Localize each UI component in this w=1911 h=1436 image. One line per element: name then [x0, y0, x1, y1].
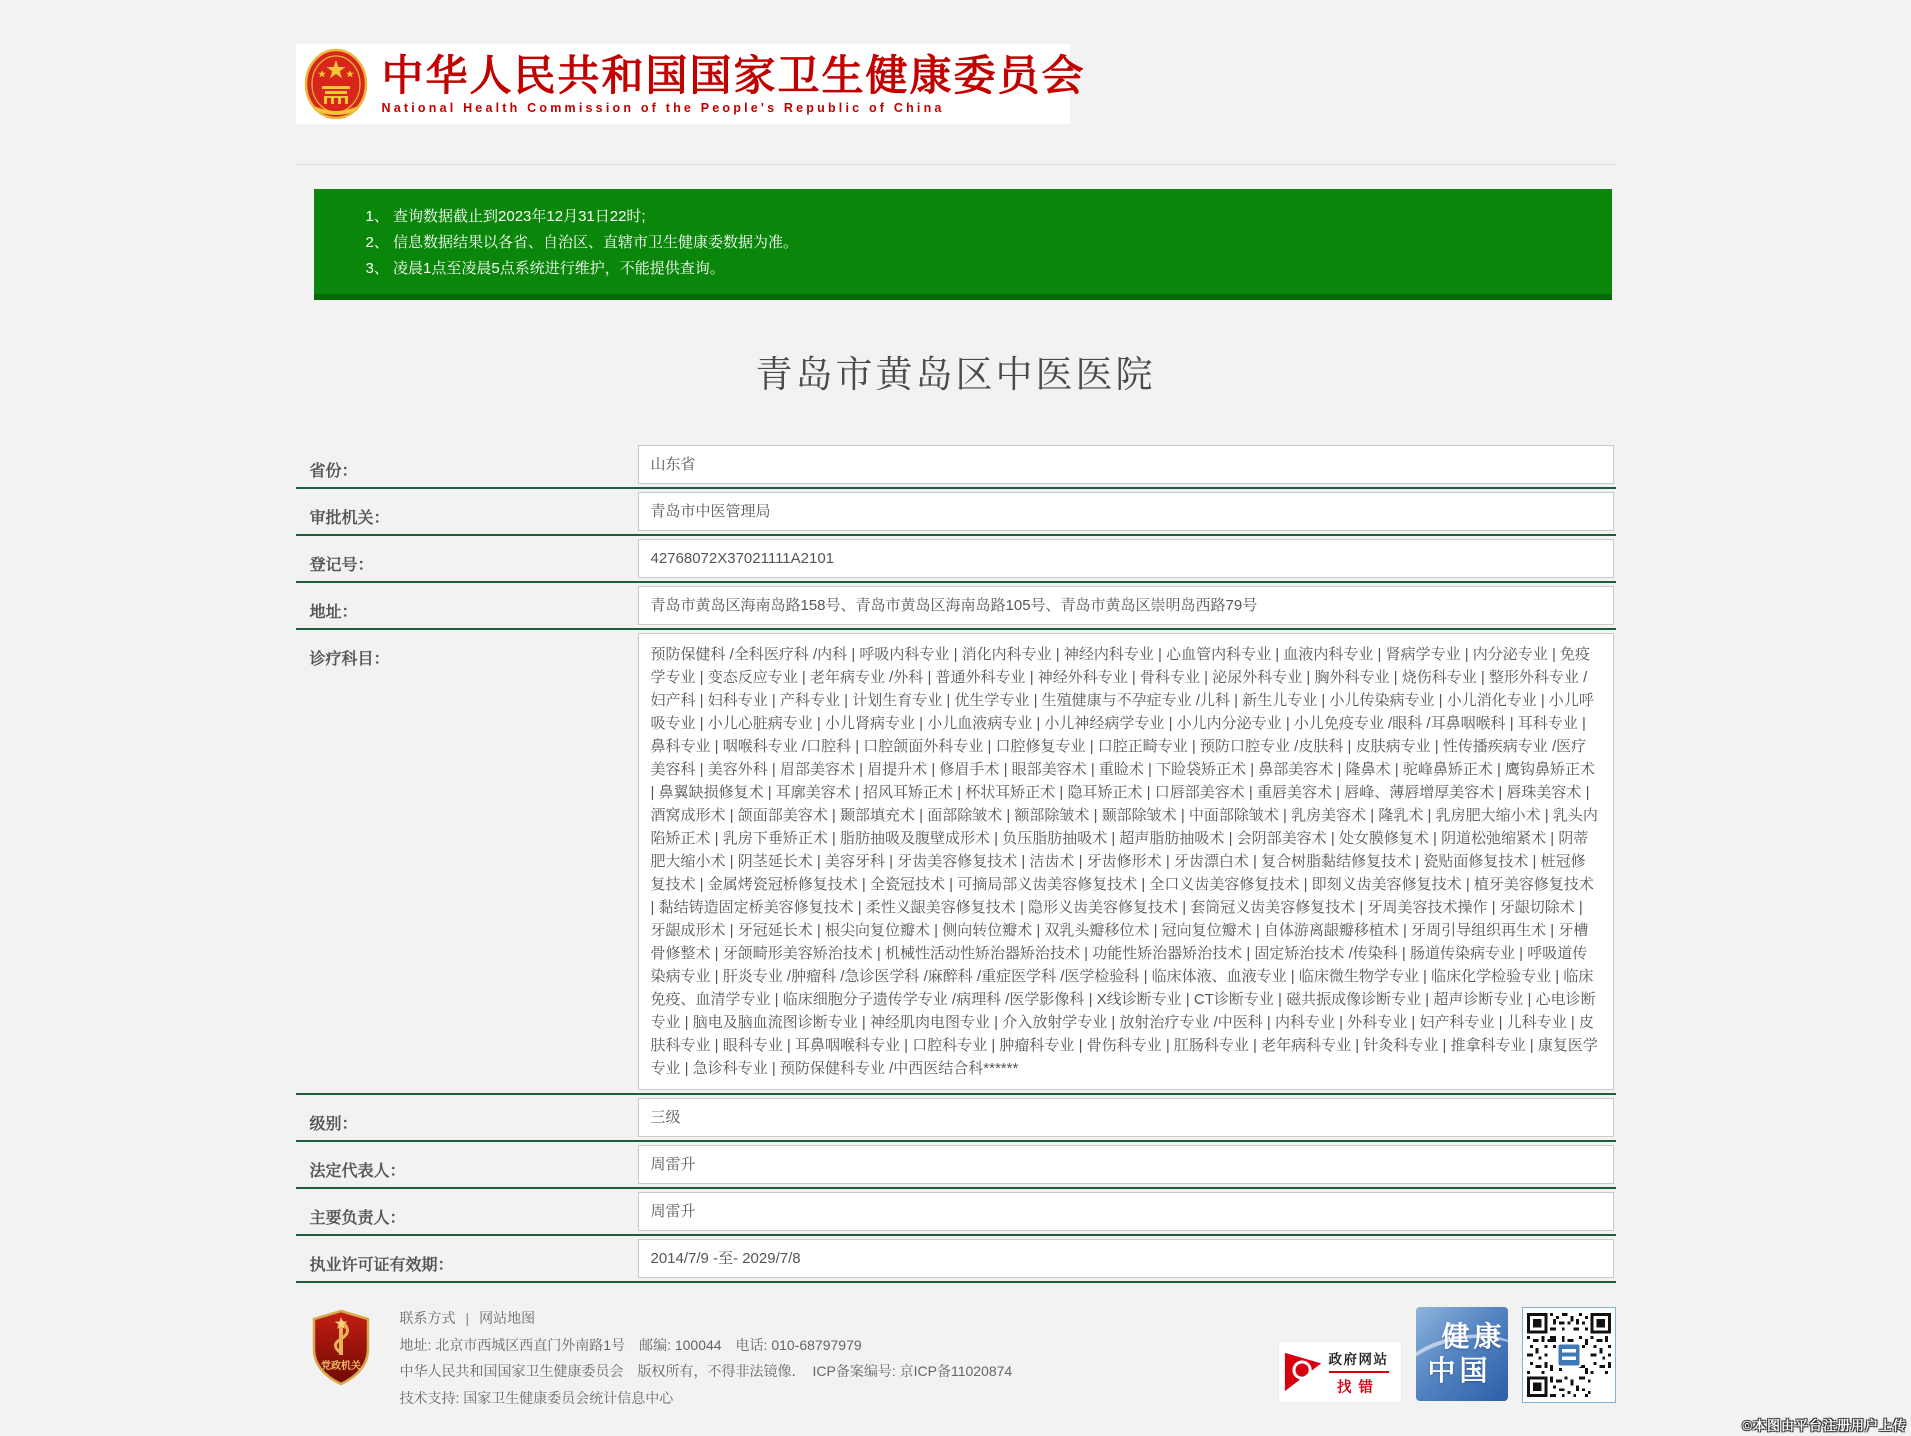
footer-copyright-line: 中华人民共和国国家卫生健康委员会 版权所有，不得非法镜像． ICP备案编号: 京ICP备11020874 [399, 1363, 1013, 1379]
footer-text-block [400, 1305, 1013, 1411]
hospital-info-table [296, 442, 1616, 1283]
table-row-level [296, 1095, 1616, 1142]
gov-error-badge-line1: 政府网站 [1329, 1348, 1389, 1373]
row-label: 诊疗科目： [309, 651, 390, 668]
qr-code [1522, 1307, 1616, 1403]
table-row-main-responsible-person [296, 1189, 1616, 1236]
row-label: 法定代表人： [309, 1163, 406, 1180]
header-divider [296, 164, 1616, 165]
national-emblem-icon [304, 48, 368, 120]
row-value: 青岛市中医管理局 [638, 492, 1614, 531]
site-title-cn: 中华人民共和国国家卫生健康委员会 [381, 51, 1086, 99]
row-value: 青岛市黄岛区海南岛路158号、青岛市黄岛区海南岛路105号、青岛市黄岛区崇明岛西路79号 [638, 586, 1614, 625]
gov-site-error-badge[interactable] [1278, 1341, 1402, 1403]
row-label: 登记号： [309, 557, 374, 574]
platform-watermark: ©本图由平台注册用户上传 [1742, 1418, 1907, 1433]
footer-address-line: 地址: 北京市西城区西直门外南路1号 邮编: 100044 电话: 010-68797979 [399, 1336, 862, 1353]
notice-line-3: 3、 凌晨1点至凌晨5点系统进行维护，不能提供查询。 [365, 260, 725, 277]
row-label: 级别： [309, 1116, 358, 1133]
site-titles [381, 51, 1086, 115]
notice-line-2: 2、 信息数据结果以各省、自治区、直辖市卫生健康委数据为准。 [365, 234, 799, 251]
footer-links: 联系方式 | 网站地图 [399, 1310, 536, 1326]
notice-line-1: 1、 查询数据截止到2023年12月31日22时; [365, 208, 646, 225]
health-china-line1: 健康 [1441, 1321, 1506, 1352]
contact-link[interactable]: 联系方式 [399, 1310, 456, 1326]
sitemap-link[interactable]: 网站地图 [479, 1310, 536, 1326]
health-china-line2: 中国 [1427, 1355, 1492, 1386]
row-value: 2014/7/9 -至- 2029/7/8 [638, 1239, 1614, 1278]
gov-error-badge-line2: 找错 [1337, 1379, 1380, 1396]
row-value: 周雷升 [638, 1192, 1614, 1231]
row-value: 周雷升 [638, 1145, 1614, 1184]
row-label: 省份： [309, 463, 358, 480]
health-china-app-icon[interactable] [1416, 1307, 1508, 1401]
row-value: 山东省 [638, 445, 1614, 484]
row-label: 主要负责人： [309, 1210, 406, 1227]
page-footer [296, 1305, 1616, 1411]
table-row-legal-representative [296, 1142, 1616, 1189]
footer-badges [1278, 1305, 1616, 1403]
site-title-en: National Health Commission of the People's Republic of China [381, 100, 945, 115]
row-label: 地址： [309, 604, 358, 621]
table-row-medical-subjects [296, 630, 1616, 1095]
table-row-registration-number [296, 536, 1616, 583]
notice-box [314, 189, 1612, 300]
row-value: 预防保健科 /全科医疗科 /内科 | 呼吸内科专业 | 消化内科专业 | 神经内科专业 | 心血管内科专业 | 血液内科专业 | 肾病学专业 | 内分泌专业 | 免疫学专业 | 变态反应专业 | 老年病专业 /外科 | 普通外科专业 | 神经外科专业 | 骨科专业 | 泌尿外科专业 | 胸外科专业 | 烧伤科专业 | 整形外科专业 /妇产科 | 妇科专业 | 产科专业 | 计划生育专业 | 优生学专业 | 生殖健康与不孕症专业 /儿科 | 新生儿专业 | 小儿传染病专业 | 小儿消化专业 | 小儿呼吸专业 | 小儿心脏病专业 | 小儿肾病专业 | 小儿血液病专业 | 小儿神经病学专业 | 小儿内分泌专业 | 小儿免疫专业 /眼科 /耳鼻咽喉科 | 耳科专业 | 鼻科专业 | 咽喉科专业 /口腔科 | 口腔颌面外科专业 | 口腔修复专业 | 口腔正畸专业 | 预防口腔专业 /皮肤科 | 皮肤病专业 | 性传播疾病专业 /医疗美容科 | 美容外科 | 眉部美容术 | 眉提升术 | 修眉手术 | 眼部美容术 | 重睑术 | 下睑袋矫正术 | 鼻部美容术 | 隆鼻术 | 驼峰鼻矫正术 | 鹰钩鼻矫正术 | 鼻翼缺损修复术 | 耳廓美容术 | 招风耳矫正术 | 杯状耳矫正术 | 隐耳矫正术 | 口唇部美容术 | 重唇美容术 | 唇峰、薄唇增厚美容术 | 唇珠美容术 | 酒窝成形术 | 颌面部美容术 | 颞部填充术 | 面部除皱术 | 额部除皱术 | 颞部除皱术 | 中面部除皱术 | 乳房美容术 | 隆乳术 | 乳房肥大缩小术 | 乳头内陷矫正术 | 乳房下垂矫正术 | 脂肪抽吸及腹壁成形术 | 负压脂肪抽吸术 | 超声脂肪抽吸术 | 会阴部美容术 | 处女膜修复术 | 阴道松弛缩紧术 | 阴蒂肥大缩小术 | 阴茎延长术 | 美容牙科 | 牙齿美容修复技术 | 洁齿术 | 牙齿修形术 | 牙齿漂白术 | 复合树脂黏结修复技术 | 瓷贴面修复技术 | 桩冠修复技术 | 金属烤瓷冠桥修复技术 | 全瓷冠技术 | 可摘局部义齿美容修复技术 | 全口义齿美容修复技术 | 即刻义齿美容修复技术 | 植牙美容修复技术 | 黏结铸造固定桥美容修复技术 | 柔性义龈美容修复技术 | 隐形义齿美容修复技术 | 套筒冠义齿美容修复技术 | 牙周美容技术操作 | 牙龈切除术 | 牙龈成形术 | 牙冠延长术 | 根尖向复位瓣术 | 侧向转位瓣术 | 双乳头瓣移位术 | 冠向复位瓣术 | 自体游离龈瓣移植术 | 牙周引导组织再生术 | 牙槽骨修整术 | 牙颌畸形美容矫治技术 | 机械性活动性矫治器矫治技术 | 功能性矫治器矫治技术 | 固定矫治技术 /传染科 | 肠道传染病专业 | 呼吸道传染病专业 | 肝炎专业 /肿瘤科 /急诊医学科 /麻醉科 /重症医学科 /医学检验科 | 临床体液、血液专业 | 临床微生物学专业 | 临床化学检验专业 | 临床免疫、血清学专业 | 临床细胞分子遗传学专业 /病理科 /医学影像科 | X线诊断专业 | CT诊断专业 | 磁共振成像诊断专业 | 超声诊断专业 | 心电诊断专业 | 脑电及脑血流图诊断专业 | 神经肌肉电图专业 | 介入放射学专业 | 放射治疗专业 /中医科 | 内科专业 | 外科专业 | 妇产科专业 | 儿科专业 | 皮肤科专业 | 眼科专业 | 耳鼻咽喉科专业 | 口腔科专业 | 肿瘤科专业 | 骨伤科专业 | 肛肠科专业 | 老年病科专业 | 针灸科专业 | 推拿科专业 | 康复医学专业 | 急诊科专业 | 预防保健科专业 /中西医结合科****** [638, 633, 1614, 1090]
row-value: 42768072X37021111A2101 [638, 539, 1614, 578]
table-row-province [296, 442, 1616, 489]
row-label: 执业许可证有效期： [309, 1257, 454, 1274]
row-label: 审批机关： [309, 510, 390, 527]
site-header-banner[interactable] [296, 44, 1086, 124]
table-row-approval-authority [296, 489, 1616, 536]
party-gov-badge-icon [310, 1309, 372, 1387]
table-row-license-validity [296, 1236, 1616, 1283]
page [296, 0, 1616, 1411]
footer-support-line: 技术支持: 国家卫生健康委员会统计信息中心 [399, 1389, 674, 1406]
row-value: 三级 [638, 1098, 1614, 1137]
hospital-name-title: 青岛市黄岛区中医医院 [755, 354, 1156, 395]
magnifier-flag-icon [1283, 1351, 1325, 1393]
table-row-address [296, 583, 1616, 630]
svg-text:党政机关: 党政机关 [320, 1361, 361, 1372]
